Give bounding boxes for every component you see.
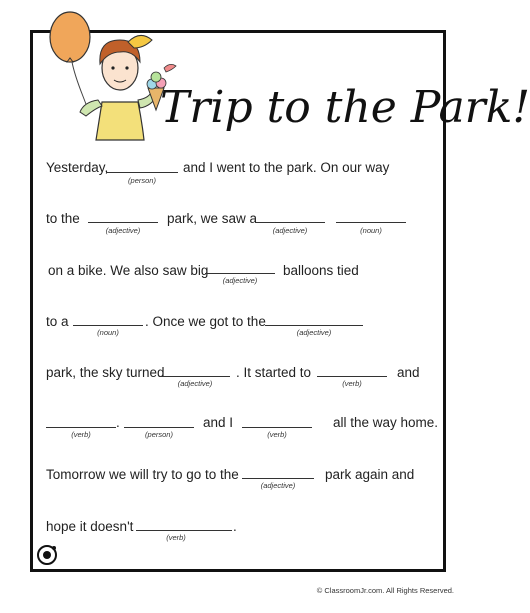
hint-noun: (noun): [360, 226, 382, 235]
blank-person[interactable]: [106, 172, 178, 173]
story-text: park, the sky turned: [46, 365, 165, 380]
hint-adjective: (adjective): [272, 226, 308, 235]
story-text: and: [397, 365, 420, 380]
story-text: park, we saw a: [167, 211, 258, 226]
hint-verb: (verb): [71, 430, 91, 439]
blank-verb[interactable]: [46, 427, 116, 428]
page-title: Trip to the Park!: [160, 82, 530, 133]
hint-adjective: (adjective): [177, 379, 213, 388]
blank-person[interactable]: [124, 427, 194, 428]
story-text: and I: [203, 415, 234, 430]
hint-person: (person): [128, 176, 156, 185]
hint-verb: (verb): [166, 533, 186, 542]
hint-adjective: (adjective): [105, 226, 141, 235]
story-text: to a: [46, 314, 69, 329]
story-text: . Once we got to the: [145, 314, 266, 329]
story-text: park again and: [325, 467, 415, 482]
story-text: balloons tied: [283, 263, 359, 278]
story-text: .: [116, 415, 120, 430]
blank-noun[interactable]: [336, 222, 406, 223]
story-text: Yesterday,: [46, 160, 109, 175]
hint-verb: (verb): [267, 430, 287, 439]
blank-verb[interactable]: [317, 376, 387, 377]
story-text: Tomorrow we will try to go to the: [46, 467, 239, 482]
hint-person: (person): [145, 430, 173, 439]
story-text: to the: [46, 211, 80, 226]
balloon-icon: [50, 12, 90, 62]
story-text: . It started to: [236, 365, 312, 380]
story-text: all the way home.: [333, 415, 439, 430]
hint-noun: (noun): [97, 328, 119, 337]
blank-verb[interactable]: [242, 427, 312, 428]
blank-adjective[interactable]: [255, 222, 325, 223]
story-text: hope it doesn't: [46, 519, 134, 534]
hint-adjective: (adjective): [222, 276, 258, 285]
blank-noun[interactable]: [73, 325, 143, 326]
hint-adjective: (adjective): [260, 481, 296, 490]
hint-adjective: (adjective): [296, 328, 332, 337]
blank-adjective[interactable]: [160, 376, 230, 377]
copyright-footer: © ClassroomJr.com. All Rights Reserved.: [316, 586, 454, 595]
blank-adjective[interactable]: [205, 273, 275, 274]
blank-adjective[interactable]: [265, 325, 363, 326]
blank-adjective[interactable]: [242, 478, 314, 479]
classroomjr-logo-icon: [36, 544, 58, 566]
story-text: .: [233, 519, 237, 534]
story-text: and I went to the park. On our way: [183, 160, 390, 175]
story-text: on a bike. We also saw big: [48, 263, 209, 278]
hint-verb: (verb): [342, 379, 362, 388]
blank-adjective[interactable]: [88, 222, 158, 223]
blank-verb[interactable]: [136, 530, 232, 531]
